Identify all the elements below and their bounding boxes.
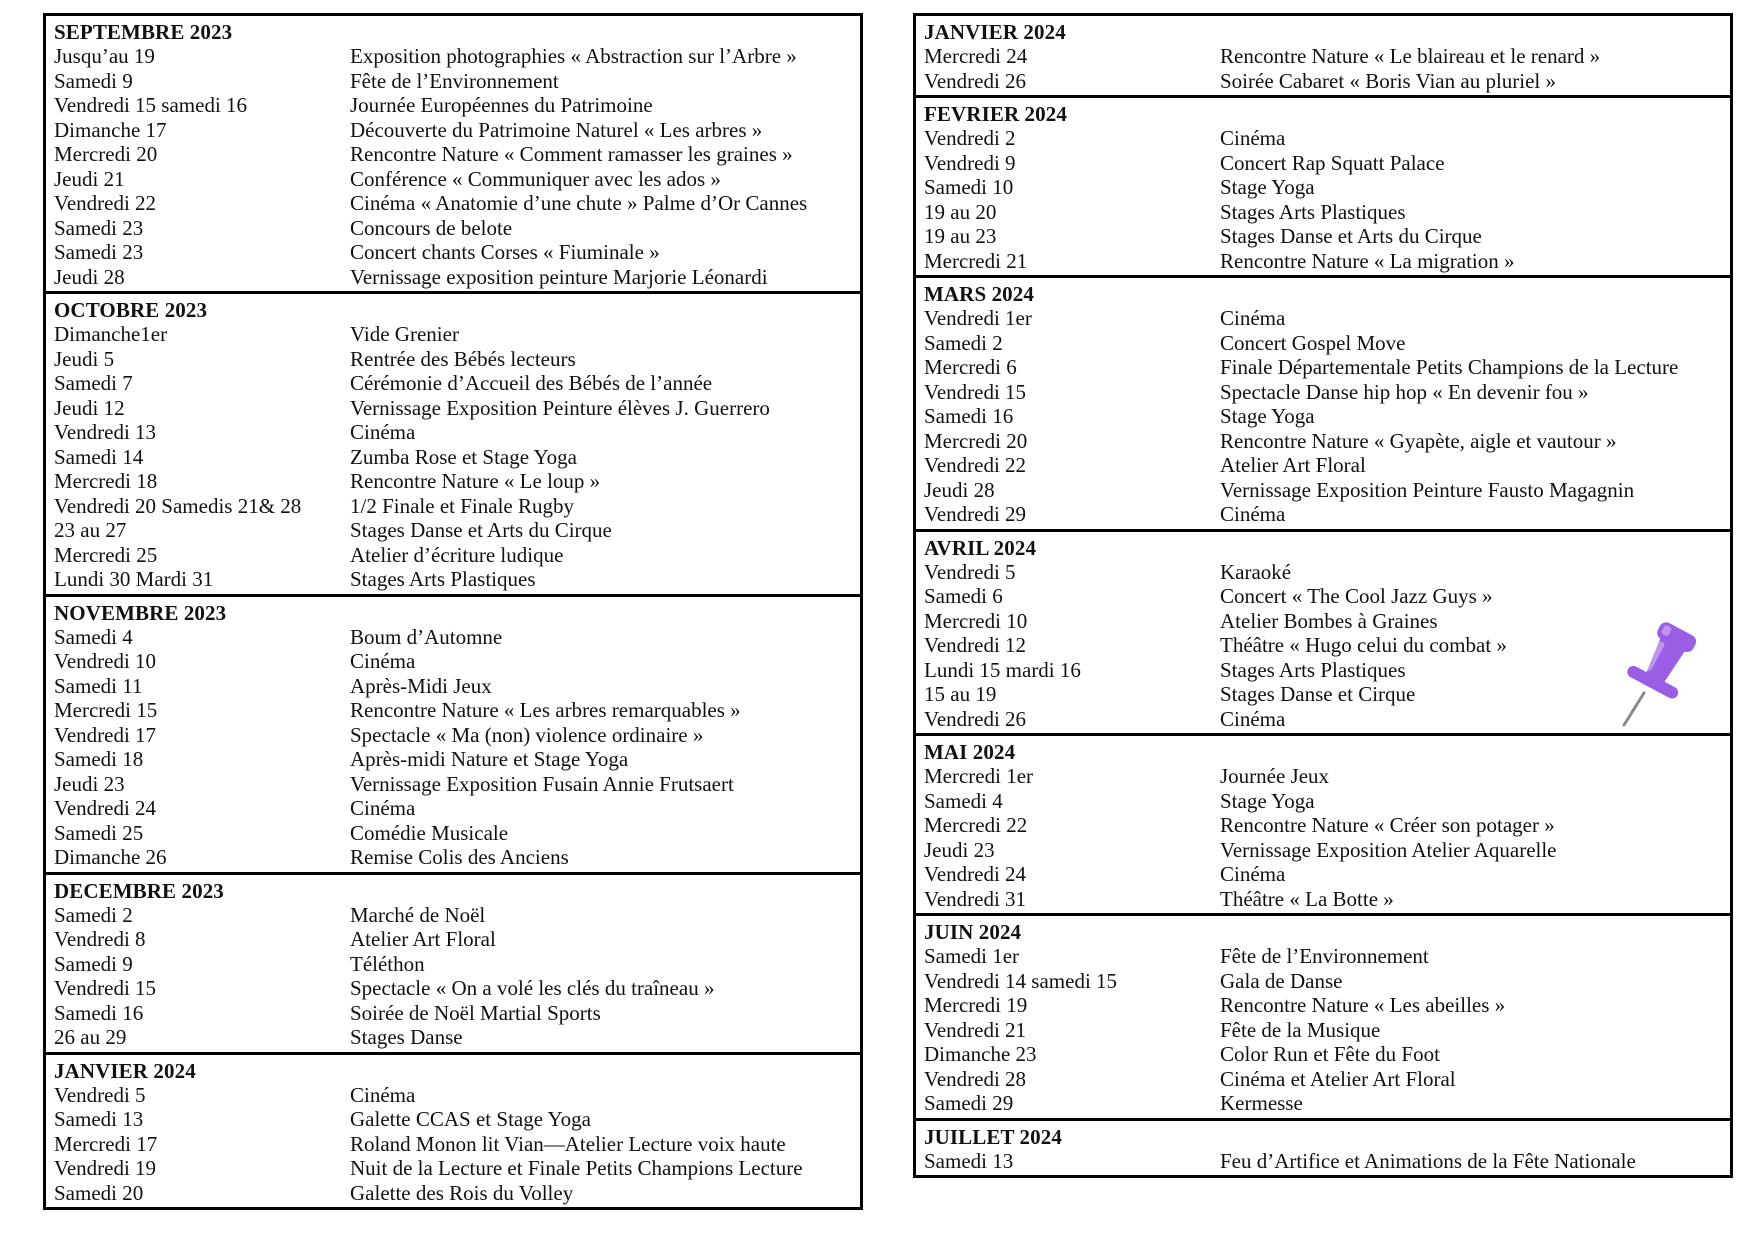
event-name: Rencontre Nature « Les arbres remarquables » (350, 698, 741, 722)
event-name: Vernissage Exposition Fusain Annie Frutsaert (350, 771, 734, 796)
event-name: Concours de belote (350, 215, 513, 240)
month-title: OCTOBRE 2023 (54, 298, 208, 322)
event-row (54, 903, 854, 928)
event-row (924, 44, 1724, 69)
event-name: Soirée de Noël Martial Sports (350, 1000, 601, 1025)
event-name: Atelier Art Floral (350, 927, 496, 951)
event-row (924, 478, 1724, 503)
event-date: Vendredi 15 samedi 16 (54, 93, 248, 117)
event-date: Mercredi 20 (924, 428, 1028, 453)
event-date: Vendredi 26 (924, 706, 1027, 731)
event-row (54, 1001, 854, 1026)
month-section (913, 733, 1733, 916)
event-date: Samedi 16 (924, 404, 1014, 428)
event-row (54, 191, 854, 216)
event-name: Théâtre « La Botte » (1220, 886, 1394, 911)
event-row (924, 502, 1724, 527)
event-name: Cinéma (350, 420, 416, 444)
event-row (54, 543, 854, 568)
event-row (54, 44, 854, 69)
event-date: Samedi 1er (924, 944, 1020, 968)
event-row (54, 952, 854, 977)
event-name: Rencontre Nature « Les abeilles » (1220, 993, 1506, 1017)
event-name: 1/2 Finale et Finale Rugby (350, 493, 574, 518)
event-date: Samedi 13 (54, 1107, 144, 1131)
event-date: Dimanche 26 (54, 845, 167, 869)
event-name: Journée Jeux (1220, 764, 1330, 788)
event-name: Stages Danse et Cirque (1220, 682, 1416, 706)
event-date: Samedi 25 (54, 820, 144, 845)
event-name: Gala de Danse (1220, 968, 1343, 993)
event-name: Soirée Cabaret « Boris Vian au pluriel » (1220, 68, 1557, 93)
event-name: Rencontre Nature « Le loup » (350, 469, 601, 493)
event-row (54, 322, 854, 347)
event-row (54, 494, 854, 519)
event-date: Samedi 14 (54, 444, 144, 469)
event-date: Samedi 23 (54, 240, 144, 264)
event-name: Color Run et Fête du Foot (1220, 1042, 1440, 1066)
event-name: Stage Yoga (1220, 788, 1315, 813)
month-title: FEVRIER 2024 (924, 102, 1067, 126)
event-row (54, 167, 854, 192)
event-date: Vendredi 8 (54, 927, 146, 951)
event-name: Après-midi Nature et Stage Yoga (350, 747, 629, 771)
event-row (54, 518, 854, 543)
month-title: MARS 2024 (924, 282, 1034, 306)
event-name: Stages Arts Plastiques (350, 567, 536, 591)
event-name: Finale Départementale Petits Champions de la Lecture (1220, 355, 1679, 379)
event-name: Stages Arts Plastiques (1220, 199, 1406, 224)
event-date: Vendredi 13 (54, 420, 157, 444)
event-row (924, 429, 1724, 454)
event-date: Dimanche 17 (54, 117, 167, 142)
event-row (924, 151, 1724, 176)
event-name: Marché de Noël (350, 902, 486, 927)
event-name: Exposition photographies « Abstraction sur l’Arbre » (350, 44, 797, 68)
event-date: Samedi 9 (54, 68, 133, 93)
event-name: Concert chants Corses « Fiuminale » (350, 240, 660, 264)
month-section (913, 529, 1733, 737)
event-row (924, 862, 1724, 887)
event-name: Journée Européennes du Patrimoine (350, 93, 653, 117)
event-name: Rencontre Nature « La migration » (1220, 248, 1515, 273)
event-row (924, 560, 1724, 585)
event-name: Stages Arts Plastiques (1220, 657, 1406, 682)
event-row (924, 175, 1724, 200)
event-name: Vernissage Exposition Peinture élèves J. Guerrero (350, 395, 770, 420)
event-name: Stages Danse (350, 1025, 463, 1049)
event-row (54, 625, 854, 650)
month-section (913, 1118, 1733, 1179)
event-date: Vendredi 28 (924, 1066, 1027, 1091)
event-row (924, 306, 1724, 331)
event-date: Vendredi 21 (924, 1017, 1027, 1042)
event-date: Jeudi 28 (54, 264, 125, 289)
event-date: Vendredi 22 (54, 191, 157, 215)
event-row (924, 331, 1724, 356)
event-row (54, 347, 854, 372)
event-row (924, 633, 1724, 658)
event-name: Atelier Art Floral (1220, 453, 1366, 477)
event-name: Cinéma (1220, 306, 1286, 330)
event-date: Mercredi 21 (924, 248, 1028, 273)
event-row (54, 216, 854, 241)
event-name: Rencontre Nature « Gyapète, aigle et vautour » (1220, 428, 1617, 453)
event-date: Jeudi 23 (54, 771, 125, 796)
event-date: 19 au 23 (924, 224, 997, 248)
event-name: Vernissage Exposition Atelier Aquarelle (1220, 837, 1557, 862)
event-date: Mercredi 1er (924, 764, 1034, 788)
event-date: Vendredi 14 samedi 15 (924, 968, 1118, 993)
event-row (924, 1042, 1724, 1067)
month-section (43, 291, 863, 597)
push-pin-icon (1616, 611, 1706, 729)
event-row (924, 1149, 1724, 1174)
event-date: Vendredi 31 (924, 886, 1027, 911)
month-title: SEPTEMBRE 2023 (54, 20, 233, 44)
event-row (54, 1181, 854, 1206)
event-name: Comédie Musicale (350, 820, 509, 845)
event-date: Vendredi 5 (924, 559, 1016, 584)
event-name: Vide Grenier (350, 322, 459, 346)
event-date: Jeudi 21 (54, 166, 125, 191)
event-row (924, 1091, 1724, 1116)
event-row (54, 747, 854, 772)
event-date: Mercredi 10 (924, 608, 1028, 633)
event-name: Atelier Bombes à Graines (1220, 608, 1438, 633)
event-row (54, 420, 854, 445)
event-row (54, 1132, 854, 1157)
event-name: Kermesse (1220, 1091, 1303, 1115)
event-row (54, 927, 854, 952)
event-date: Mercredi 19 (924, 993, 1028, 1017)
event-row (924, 200, 1724, 225)
event-row (54, 698, 854, 723)
event-row (54, 649, 854, 674)
event-date: Mercredi 17 (54, 1131, 158, 1156)
event-name: Atelier d’écriture ludique (350, 542, 564, 567)
event-date: Vendredi 15 (924, 379, 1027, 404)
event-date: Vendredi 2 (924, 126, 1016, 150)
event-name: Stages Danse et Arts du Cirque (350, 518, 612, 542)
month-title: JANVIER 2024 (54, 1058, 196, 1083)
event-name: Concert Rap Squatt Palace (1220, 150, 1445, 175)
event-date: 19 au 20 (924, 199, 997, 224)
event-row (924, 126, 1724, 151)
event-name: Cinéma (350, 1082, 416, 1107)
event-row (924, 380, 1724, 405)
event-row (54, 93, 854, 118)
event-name: Cinéma (350, 649, 416, 673)
month-section (913, 275, 1733, 532)
event-name: Remise Colis des Anciens (350, 845, 569, 869)
event-row (924, 584, 1724, 609)
event-row (54, 371, 854, 396)
event-row (54, 1156, 854, 1181)
event-row (924, 682, 1724, 707)
event-name: Nuit de la Lecture et Finale Petits Champions Lecture (350, 1156, 803, 1180)
event-row (54, 567, 854, 592)
event-row (54, 396, 854, 421)
event-row (924, 609, 1724, 634)
event-name: Découverte du Patrimoine Naturel « Les arbres » (350, 117, 763, 142)
event-name: Karaoké (1220, 559, 1292, 584)
event-row (924, 69, 1724, 94)
event-date: Samedi 2 (54, 902, 133, 927)
event-row (54, 772, 854, 797)
event-date: Vendredi 26 (924, 68, 1027, 93)
right-column (913, 13, 1733, 1178)
event-name: Rencontre Nature « Comment ramasser les graines » (350, 142, 793, 166)
event-date: Jeudi 12 (54, 395, 125, 420)
event-date: Vendredi 24 (924, 862, 1027, 886)
event-name: Fête de la Musique (1220, 1017, 1381, 1042)
event-name: Vernissage exposition peinture Marjorie Léonardi (350, 264, 768, 289)
event-date: Vendredi 1er (924, 306, 1032, 330)
event-row (54, 1107, 854, 1132)
month-section (43, 1052, 863, 1211)
month-title: JUILLET 2024 (924, 1124, 1062, 1149)
event-date: Vendredi 29 (924, 502, 1027, 526)
event-row (924, 658, 1724, 683)
event-row (924, 224, 1724, 249)
event-date: Vendredi 15 (54, 976, 157, 1000)
event-date: Dimanche1er (54, 322, 168, 346)
event-name: Roland Monon lit Vian—Atelier Lecture voix haute (350, 1131, 786, 1156)
event-date: Vendredi 17 (54, 722, 157, 747)
event-date: 23 au 27 (54, 518, 127, 542)
event-name: Théâtre « Hugo celui du combat » (1220, 633, 1507, 657)
event-row (54, 723, 854, 748)
event-name: Rencontre Nature « Le blaireau et le renard » (1220, 44, 1601, 68)
event-name: Cinéma (350, 796, 416, 820)
event-date: Lundi 15 mardi 16 (924, 657, 1081, 682)
month-section (43, 594, 863, 875)
event-row (924, 707, 1724, 732)
event-date: Samedi 6 (924, 584, 1003, 608)
event-row (924, 249, 1724, 274)
event-date: Jeudi 23 (924, 837, 995, 862)
month-title: JUIN 2024 (924, 920, 1022, 944)
month-section (43, 872, 863, 1055)
event-row (54, 1083, 854, 1108)
event-date: Samedi 20 (54, 1180, 144, 1205)
event-row (54, 845, 854, 870)
event-name: Après-Midi Jeux (350, 673, 492, 698)
month-title: DECEMBRE 2023 (54, 878, 224, 903)
event-date: Lundi 30 Mardi 31 (54, 567, 214, 591)
event-name: Spectacle « On a volé les clés du traîneau » (350, 976, 715, 1000)
event-date: Vendredi 22 (924, 453, 1027, 477)
event-row (924, 969, 1724, 994)
event-date: Mercredi 24 (924, 44, 1028, 68)
event-date: 15 au 19 (924, 682, 997, 706)
event-name: Boum d’Automne (350, 624, 503, 649)
event-date: Samedi 11 (54, 673, 143, 698)
month-section (913, 913, 1733, 1121)
month-section (913, 95, 1733, 278)
event-name: Spectacle Danse hip hop « En devenir fou » (1220, 379, 1589, 404)
event-name: Cinéma « Anatomie d’une chute » Palme d’Or Cannes (350, 191, 808, 215)
event-date: Dimanche 23 (924, 1042, 1037, 1066)
event-row (54, 976, 854, 1001)
event-name: Cinéma (1220, 502, 1286, 526)
event-name: Rentrée des Bébés lecteurs (350, 346, 576, 371)
event-name: Stages Danse et Arts du Cirque (1220, 224, 1482, 248)
event-date: Jusqu’au 19 (54, 44, 155, 68)
month-title: MAI 2024 (924, 740, 1016, 764)
month-title: JANVIER 2024 (924, 20, 1066, 44)
event-row (924, 993, 1724, 1018)
event-row (924, 453, 1724, 478)
event-name: Spectacle « Ma (non) violence ordinaire » (350, 722, 704, 747)
event-date: Samedi 23 (54, 215, 144, 240)
event-date: Samedi 4 (54, 624, 133, 649)
event-date: Mercredi 25 (54, 542, 158, 567)
event-date: Mercredi 15 (54, 698, 158, 722)
event-date: Vendredi 5 (54, 1082, 146, 1107)
event-name: Conférence « Communiquer avec les ados » (350, 166, 721, 191)
event-row (924, 838, 1724, 863)
event-name: Fête de l’Environnement (1220, 944, 1429, 968)
event-date: Mercredi 18 (54, 469, 158, 493)
event-row (54, 469, 854, 494)
event-name: Concert Gospel Move (1220, 330, 1406, 355)
event-row (54, 69, 854, 94)
event-date: Mercredi 20 (54, 142, 158, 166)
event-date: 26 au 29 (54, 1025, 127, 1049)
event-name: Stage Yoga (1220, 175, 1315, 199)
event-date: Samedi 2 (924, 330, 1003, 355)
event-date: Samedi 10 (924, 175, 1014, 199)
event-date: Vendredi 10 (54, 649, 157, 673)
event-date: Vendredi 24 (54, 796, 157, 820)
event-name: Galette des Rois du Volley (350, 1180, 574, 1205)
event-date: Vendredi 12 (924, 633, 1027, 657)
event-date: Mercredi 22 (924, 813, 1028, 837)
event-row (924, 1067, 1724, 1092)
event-name: Cinéma (1220, 862, 1286, 886)
event-row (54, 142, 854, 167)
event-name: Fête de l’Environnement (350, 68, 559, 93)
left-column (43, 13, 863, 1210)
event-name: Galette CCAS et Stage Yoga (350, 1107, 591, 1131)
event-row (54, 1025, 854, 1050)
event-date: Samedi 9 (54, 951, 133, 976)
event-name: Stage Yoga (1220, 404, 1315, 428)
event-name: Cérémonie d’Accueil des Bébés de l’année (350, 371, 713, 395)
event-date: Samedi 4 (924, 788, 1003, 813)
event-date: Vendredi 20 Samedis 21& 28 (54, 493, 302, 518)
event-name: Concert « The Cool Jazz Guys » (1220, 584, 1493, 608)
event-name: Cinéma (1220, 706, 1286, 731)
event-row (924, 789, 1724, 814)
event-date: Vendredi 9 (924, 150, 1016, 175)
event-row (54, 240, 854, 265)
event-date: Samedi 16 (54, 1000, 144, 1025)
event-row (924, 1018, 1724, 1043)
event-row (924, 355, 1724, 380)
event-row (54, 118, 854, 143)
event-row (924, 813, 1724, 838)
event-date: Samedi 29 (924, 1091, 1014, 1115)
event-row (924, 404, 1724, 429)
event-name: Rencontre Nature « Créer son potager » (1220, 813, 1555, 837)
event-row (54, 674, 854, 699)
event-date: Vendredi 19 (54, 1156, 157, 1180)
event-row (54, 445, 854, 470)
month-section (43, 13, 863, 294)
event-row (924, 944, 1724, 969)
event-row (924, 887, 1724, 912)
month-title: AVRIL 2024 (924, 535, 1037, 560)
event-date: Samedi 13 (924, 1148, 1014, 1173)
event-date: Samedi 18 (54, 747, 144, 771)
event-name: Feu d’Artifice et Animations de la Fête Nationale (1220, 1148, 1636, 1173)
month-section (913, 13, 1733, 98)
event-name: Téléthon (350, 951, 425, 976)
event-date: Jeudi 5 (54, 346, 115, 371)
event-row (54, 821, 854, 846)
event-name: Cinéma (1220, 126, 1286, 150)
event-name: Zumba Rose et Stage Yoga (350, 444, 577, 469)
event-row (54, 796, 854, 821)
event-name: Cinéma et Atelier Art Floral (1220, 1066, 1456, 1091)
event-date: Mercredi 6 (924, 355, 1017, 379)
event-date: Jeudi 28 (924, 477, 995, 502)
event-date: Samedi 7 (54, 371, 133, 395)
event-row (54, 265, 854, 290)
event-name: Vernissage Exposition Peinture Fausto Magagnin (1220, 477, 1635, 502)
event-row (924, 764, 1724, 789)
month-title: NOVEMBRE 2023 (54, 600, 227, 625)
